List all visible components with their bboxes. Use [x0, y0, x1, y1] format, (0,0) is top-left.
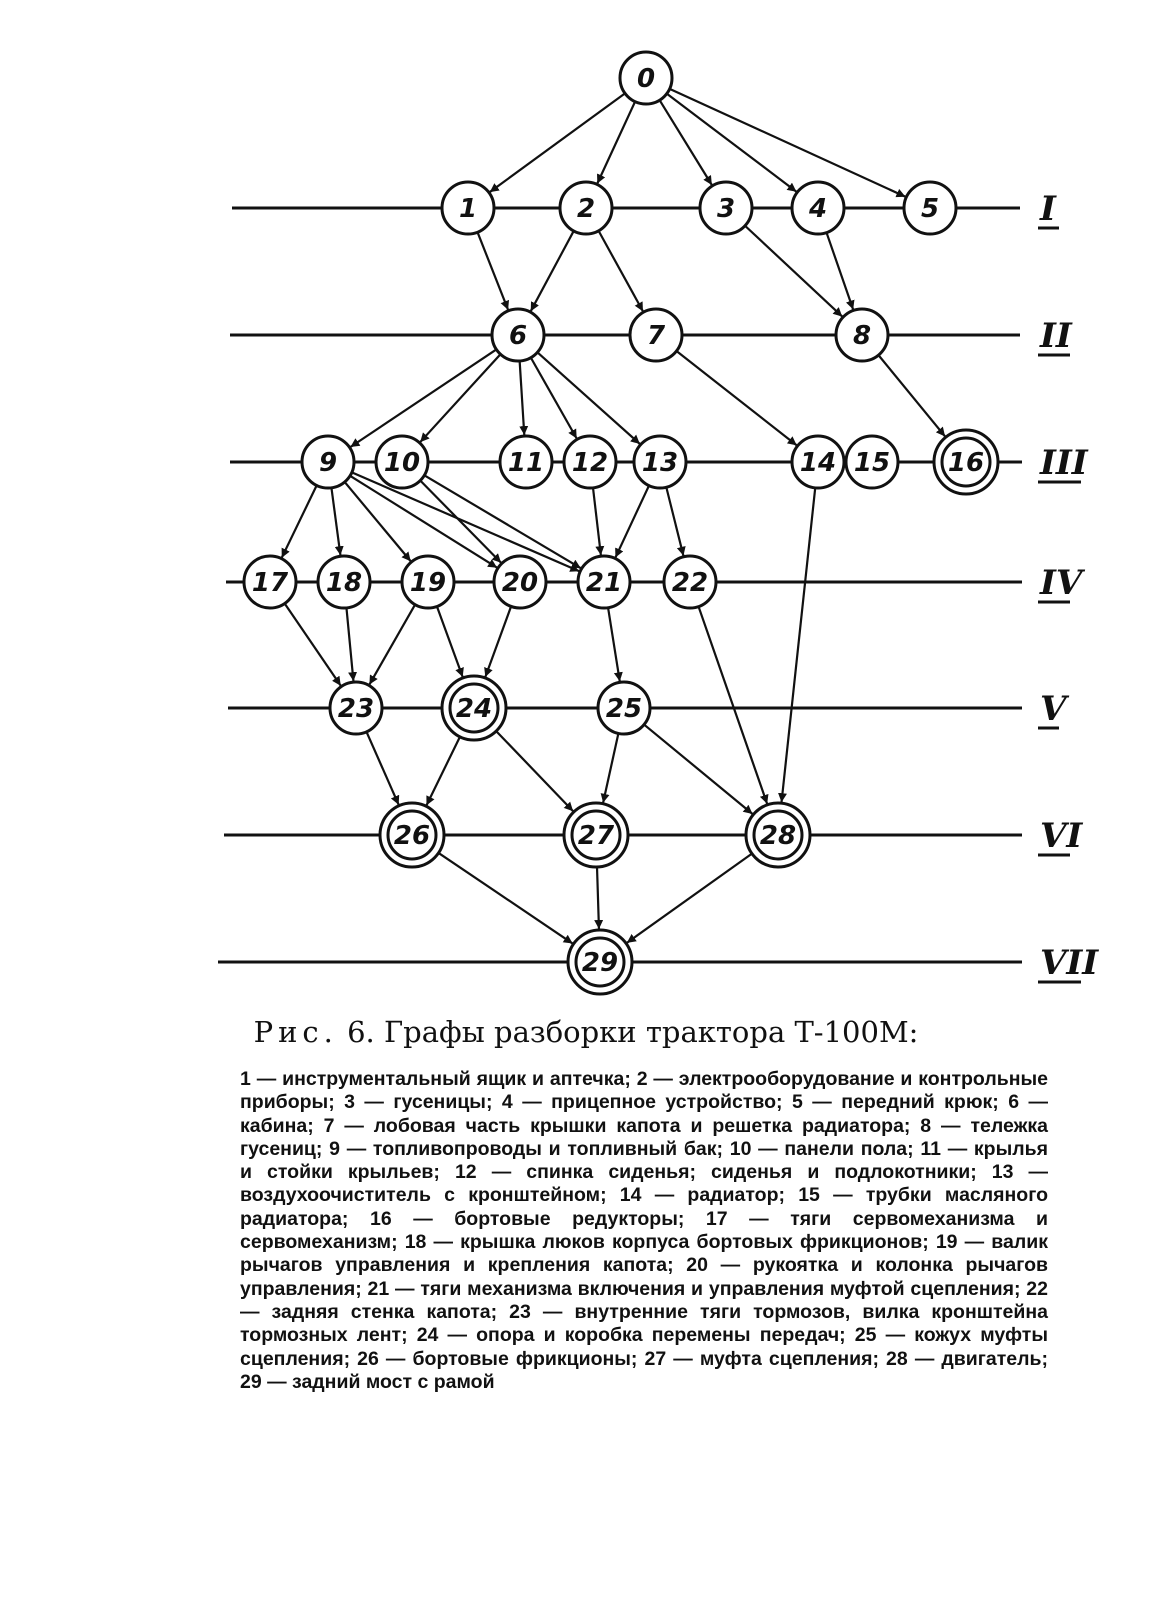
edge-0-1	[490, 93, 625, 192]
node-label: 23	[337, 694, 375, 724]
node-label: 12	[571, 448, 609, 478]
node-3	[700, 182, 752, 234]
node-label: 16	[947, 448, 985, 478]
edge-20-24	[485, 606, 511, 677]
edge-21-25	[608, 608, 620, 682]
edge-7-14	[676, 351, 796, 445]
node-27	[564, 803, 628, 867]
node-label: 25	[605, 694, 643, 724]
node-28	[746, 803, 810, 867]
edge-6-10	[420, 354, 500, 442]
node-1	[442, 182, 494, 234]
node-9	[302, 436, 354, 488]
edge-9-17	[282, 485, 317, 557]
node-label: 17	[251, 568, 289, 598]
node-label: 11	[507, 448, 545, 478]
edge-12-21	[593, 488, 601, 555]
node-label: 2	[576, 194, 596, 224]
node-19	[402, 556, 454, 608]
level-label-II: II	[1040, 316, 1072, 356]
node-label: 14	[799, 448, 837, 478]
level-label-I: I	[1040, 189, 1056, 229]
node-18	[318, 556, 370, 608]
node-label: 29	[581, 948, 619, 978]
edge-0-3	[660, 100, 712, 185]
node-label: 6	[508, 321, 528, 351]
node-4	[792, 182, 844, 234]
edge-26-29	[439, 853, 573, 944]
level-label-III: III	[1040, 443, 1088, 483]
node-label: 18	[325, 568, 363, 598]
node-label: 24	[455, 694, 493, 724]
node-label: 10	[383, 448, 421, 478]
edge-9-20	[350, 476, 497, 568]
edge-25-27	[603, 733, 618, 802]
node-label: 8	[852, 321, 872, 351]
node-8	[836, 309, 888, 361]
caption-prefix: Рис.	[253, 1015, 338, 1049]
edge-10-20	[420, 481, 501, 563]
edge-1-6	[478, 232, 509, 310]
node-label: 19	[409, 568, 447, 598]
node-label: 15	[853, 448, 891, 478]
node-label: 1	[458, 194, 478, 224]
edge-25-28	[644, 725, 752, 814]
edge-2-6	[531, 231, 574, 311]
node-label: 26	[393, 821, 431, 851]
edge-28-29	[627, 854, 752, 943]
node-label: 28	[759, 821, 797, 851]
node-22	[664, 556, 716, 608]
node-23	[330, 682, 382, 734]
edge-10-21	[424, 475, 580, 568]
figure-caption	[0, 1015, 1172, 1049]
edge-13-21	[615, 486, 649, 558]
node-7	[630, 309, 682, 361]
node-16	[934, 430, 998, 494]
edge-2-7	[599, 231, 643, 312]
edge-9-21	[352, 472, 579, 571]
node-6	[492, 309, 544, 361]
node-label: 0	[636, 64, 656, 94]
node-label: 3	[716, 194, 736, 224]
node-26	[380, 803, 444, 867]
node-12	[564, 436, 616, 488]
level-label-V: V	[1040, 689, 1067, 729]
edge-6-11	[520, 361, 525, 435]
edge-3-8	[745, 226, 842, 317]
edge-24-26	[426, 737, 459, 806]
node-21	[578, 556, 630, 608]
node-5	[904, 182, 956, 234]
node-29	[568, 930, 632, 994]
edge-14-28	[782, 488, 816, 802]
edge-19-24	[437, 606, 463, 677]
edge-13-22	[666, 487, 683, 556]
caption-text: 6. Графы разборки трактора Т-100М:	[337, 1015, 919, 1049]
node-25	[598, 682, 650, 734]
node-11	[500, 436, 552, 488]
node-label: 20	[501, 568, 539, 598]
node-17	[244, 556, 296, 608]
edge-22-28	[699, 607, 768, 804]
node-13	[634, 436, 686, 488]
level-label-VII: VII	[1040, 943, 1099, 983]
figure-legend: 1 — инструментальный ящик и аптечка; 2 — электрооборудование и контрольные приборы; 3 — гусеницы; 4 — прицепное устройство; 5 — передний крюк; 6 — кабина; 7 — лобовая часть крышки капота и решетка радиатора; 8 — тележка гусениц; 9 — топливопроводы и топливный бак; 10 — панели пола; 11 — крылья и стойки крыльев; 12 — спинка сиденья; сиденья и подлокотники; 13 — воздухоочиститель с кронштейном; 14 — радиатор; 15 — трубки масляного радиатора; 16 — бортовые редукторы; 17 — тяги сервомеханизма и сервомеханизм; 18 — крышка люков корпуса бортовых фрикционов; 19 — валик рычагов управления и крепления капота; 20 — рукоятка и колонка рычагов управления; 21 — тяги механизма включения и управления муфтой сцепления; 22 — задняя стенка капота; 23 — внутренние тяги тормозов, вилка кронштейна тормозных лент; 24 — опора и коробка перемены передач; 25 — кожух муфты сцепления; 26 — бортовые фрикционы; 27 — муфта сцепления; 28 — двигатель; 29 — задний мост с рамой	[240, 1068, 1048, 1393]
node-label: 7	[646, 321, 666, 351]
edge-17-23	[285, 603, 341, 685]
edge-6-9	[350, 349, 496, 447]
node-label: 4	[808, 194, 828, 224]
node-10	[376, 436, 428, 488]
level-label-VI: VI	[1040, 816, 1083, 856]
edge-6-12	[531, 358, 577, 439]
edge-18-23	[346, 608, 353, 681]
node-label: 21	[585, 568, 623, 598]
edge-24-27	[496, 731, 573, 811]
edge-4-8	[827, 233, 854, 310]
edge-23-26	[366, 732, 398, 805]
node-label: 27	[577, 821, 615, 851]
node-label: 22	[671, 568, 709, 598]
node-24	[442, 676, 506, 740]
edge-0-5	[670, 89, 906, 197]
node-0	[620, 52, 672, 104]
edge-0-2	[597, 102, 635, 184]
node-label: 9	[318, 448, 338, 478]
edge-9-18	[331, 488, 340, 555]
nodes	[244, 52, 998, 994]
node-label: 5	[920, 194, 940, 224]
node-label: 13	[641, 448, 679, 478]
node-2	[560, 182, 612, 234]
node-14	[792, 436, 844, 488]
node-20	[494, 556, 546, 608]
edge-19-23	[369, 605, 415, 685]
level-label-IV: IV	[1040, 563, 1083, 603]
edge-8-16	[878, 355, 945, 436]
node-15	[846, 436, 898, 488]
edge-27-29	[597, 867, 599, 929]
